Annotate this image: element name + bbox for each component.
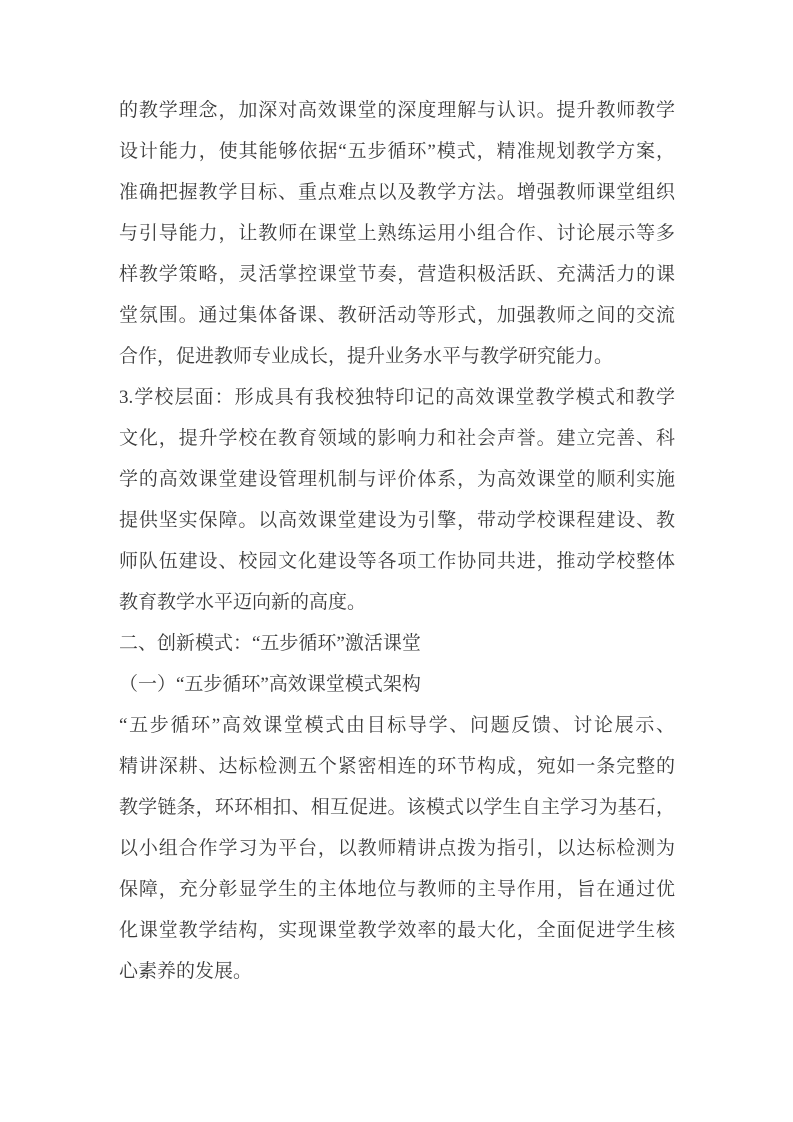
text-line-body: 3.学校层面：形成具有我校独特印记的高效课堂教学模式和教学 bbox=[119, 387, 675, 408]
text-line-body: “五步循环”高效课堂模式由目标导学、问题反馈、讨论展示、 bbox=[119, 715, 675, 736]
text-line-body: 以小组合作学习为平台，以教师精讲点拨为指引，以达标检测为 bbox=[119, 838, 675, 859]
text-line-body: 学的高效课堂建设管理机制与评价体系，为高效课堂的顺利实施 bbox=[119, 469, 675, 490]
text-line-subheading: （一）“五步循环”高效课堂模式架构 bbox=[119, 674, 421, 695]
text-line-body: 样教学策略，灵活掌控课堂节奏，营造积极活跃、充满活力的课 bbox=[119, 264, 675, 285]
text-line-body: 准确把握教学目标、重点难点以及教学方法。增强教师课堂组织 bbox=[119, 182, 675, 203]
text-line-body: 教学链条，环环相扣、相互促进。该模式以学生自主学习为基石， bbox=[119, 797, 675, 818]
text-line-body: 合作，促进教师专业成长，提升业务水平与教学研究能力。 bbox=[119, 346, 614, 367]
text-line-body: 化课堂教学结构，实现课堂教学效率的最大化，全面促进学生核 bbox=[119, 920, 675, 941]
text-line-body: 保障，充分彰显学生的主体地位与教师的主导作用，旨在通过优 bbox=[119, 879, 675, 900]
text-line-body: 文化，提升学校在教育领域的影响力和社会声誉。建立完善、科 bbox=[119, 428, 675, 449]
text-line-body: 教育教学水平迈向新的高度。 bbox=[119, 592, 367, 613]
text-line-body: 与引导能力，让教师在课堂上熟练运用小组合作、讨论展示等多 bbox=[119, 223, 675, 244]
text-line-body: 师队伍建设、校园文化建设等各项工作协同共进，推动学校整体 bbox=[119, 551, 675, 572]
text-line-body: 的教学理念，加深对高效课堂的深度理解与认识。提升教师教学 bbox=[119, 100, 675, 121]
text-line-body: 堂氛围。通过集体备课、教研活动等形式，加强教师之间的交流 bbox=[119, 305, 675, 326]
text-line-body: 设计能力，使其能够依据“五步循环”模式，精准规划教学方案， bbox=[119, 141, 675, 162]
document-text-area bbox=[119, 90, 675, 992]
text-line-body: 精讲深耕、达标检测五个紧密相连的环节构成，宛如一条完整的 bbox=[119, 756, 675, 777]
text-line-body: 心素养的发展。 bbox=[119, 961, 253, 982]
text-line-heading: 二、创新模式：“五步循环”激活课堂 bbox=[119, 633, 421, 654]
text-line-body: 提供坚实保障。以高效课堂建设为引擎，带动学校课程建设、教 bbox=[119, 510, 675, 531]
